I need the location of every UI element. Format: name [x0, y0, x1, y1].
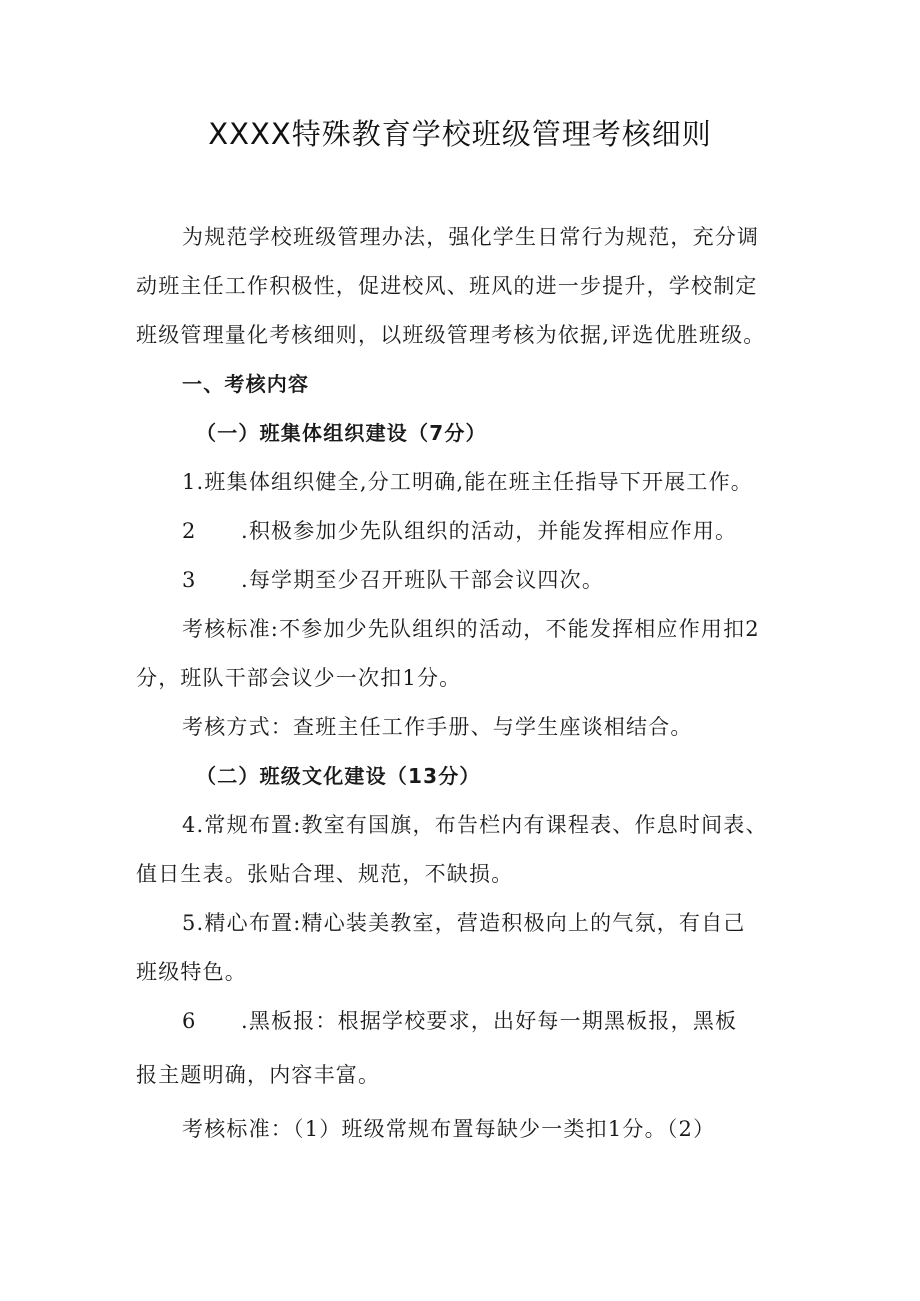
list-item: 报主题明确，内容丰富。 [136, 1063, 381, 1087]
list-item: 5.精心布置:精心装美教室，营造积极向上的气氛，有自己 [182, 911, 746, 935]
subsection-heading: （一）班集体组织建设（7分） [196, 421, 487, 445]
assessment-standard: 考核标准:不参加少先队组织的活动，不能发挥相应作用扣2 [182, 617, 760, 641]
list-item: 6 .黑板报：根据学校要求，出好每一期黑板报，黑板 [182, 1009, 738, 1033]
list-item: 3 .每学期至少召开班队干部会议四次。 [182, 568, 605, 592]
list-item: 值日生表。张贴合理、规范，不缺损。 [136, 862, 514, 886]
assessment-method: 考核方式：查班主任工作手册、与学生座谈相结合。 [182, 715, 693, 739]
assessment-standard: 考核标准：（1）班级常规布置每缺少一类扣1分。（2） [182, 1117, 716, 1141]
paragraph-line: 班级管理量化考核细则，以班级管理考核为依据,评选优胜班级。 [136, 323, 766, 347]
list-item: 班级特色。 [136, 960, 247, 984]
assessment-standard: 分，班队干部会议少一次扣1分。 [136, 666, 462, 690]
paragraph-line: 动班主任工作积极性，促进校风、班风的进一步提升，学校制定 [136, 274, 758, 298]
section-heading: 一、考核内容 [182, 372, 310, 396]
subsection-heading: （二）班级文化建设（13分） [196, 764, 481, 788]
list-item: 2 .积极参加少先队组织的活动，并能发挥相应作用。 [182, 519, 738, 543]
document-title: XXXX特殊教育学校班级管理考核细则 [208, 117, 712, 151]
list-item: 1.班集体组织健全,分工明确,能在班主任指导下开展工作。 [182, 470, 753, 494]
paragraph-line: 为规范学校班级管理办法，强化学生日常行为规范，充分调 [182, 225, 760, 249]
list-item: 4.常规布置:教室有国旗，布告栏内有课程表、作息时间表、 [182, 813, 768, 837]
